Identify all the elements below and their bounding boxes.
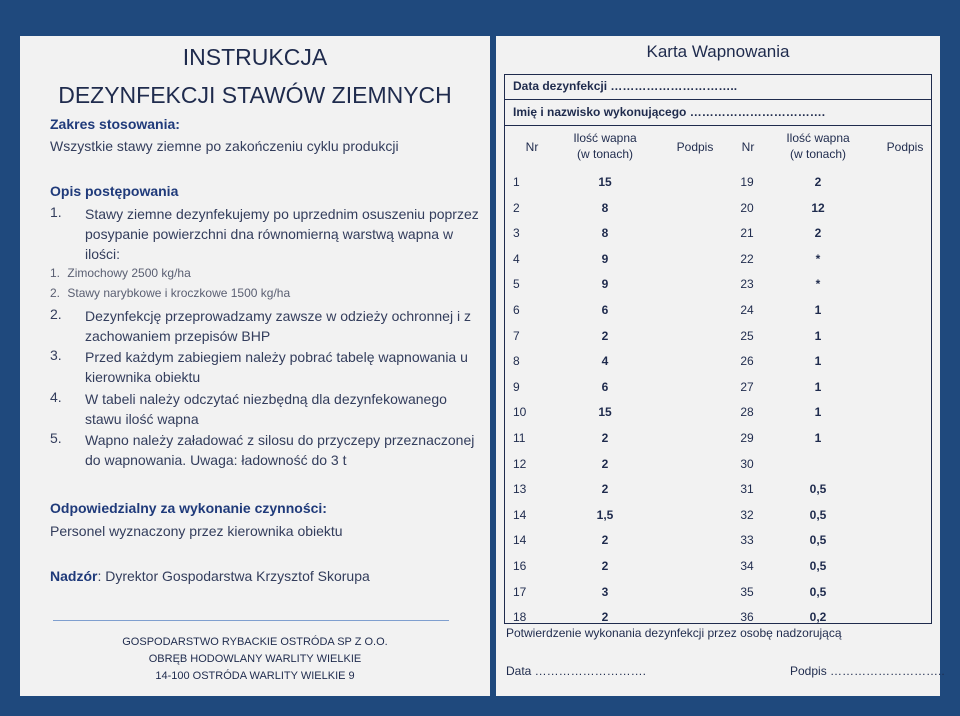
row-nr: 22 — [740, 251, 754, 266]
row-nr: 34 — [740, 559, 754, 573]
row-nr: 32 — [740, 507, 754, 522]
row-nr: 21 — [740, 226, 754, 241]
row-amount: 1 — [814, 431, 822, 445]
row-nr: 19 — [740, 175, 754, 189]
sub-item-1 — [50, 266, 191, 280]
header-amount-line1: Ilość wapna — [573, 131, 637, 145]
row-nr: 24 — [740, 303, 754, 317]
instruction-title-line1: INSTRUKCJA — [182, 44, 328, 70]
row-nr: 3 — [513, 226, 520, 241]
row-amount: 2 — [601, 431, 609, 445]
table-row — [505, 349, 931, 375]
row-nr: 31 — [740, 482, 754, 497]
header-nr-1: Nr — [525, 140, 539, 154]
row-nr: 10 — [513, 405, 527, 420]
row-nr: 12 — [513, 456, 527, 471]
header-signature-1: Podpis — [676, 140, 714, 154]
row-amount: 0,5 — [809, 482, 827, 497]
row-nr: 8 — [513, 354, 520, 369]
row-nr: 29 — [740, 431, 754, 445]
step-2 — [50, 306, 490, 346]
row-amount: 2 — [601, 482, 609, 497]
row-amount: 12 — [811, 200, 825, 215]
row-amount: 2 — [814, 175, 822, 189]
row-amount: 2 — [601, 456, 609, 471]
step-4 — [50, 389, 490, 429]
footer-unit: OBRĘB HODOWLANY WARLITY WIELKIE — [148, 653, 362, 665]
header-amount-1 — [555, 130, 655, 162]
table-row — [505, 528, 931, 554]
row-nr: 5 — [513, 277, 520, 292]
row-nr: 4 — [513, 251, 520, 266]
supervision-line — [50, 568, 370, 584]
row-amount: 0,5 — [809, 559, 827, 573]
row-amount: 1 — [814, 354, 822, 369]
table-row — [505, 503, 931, 529]
date-field-label[interactable]: Data dezynfekcji ………………………….. — [513, 79, 738, 93]
table-row — [505, 580, 931, 606]
row-amount: * — [815, 277, 821, 292]
table-row — [505, 196, 931, 222]
responsible-text: Personel wyznaczony przez kierownika obiektu — [50, 523, 343, 539]
table-row — [505, 554, 931, 580]
card-title: Karta Wapnowania — [646, 42, 790, 61]
step-5 — [50, 430, 490, 470]
header-amount-line2: (w tonach) — [576, 147, 634, 161]
row-nr: 1 — [513, 175, 520, 189]
table-row — [505, 272, 931, 298]
row-nr: 9 — [513, 379, 520, 394]
table-rule — [505, 125, 931, 126]
row-nr: 23 — [740, 277, 754, 292]
row-amount: 6 — [601, 379, 609, 394]
row-nr: 14 — [513, 507, 527, 522]
row-nr: 17 — [513, 584, 527, 599]
footer-address: 14-100 OSTRÓDA WARLITY WIELKIE 9 — [155, 670, 355, 682]
row-nr: 18 — [513, 610, 527, 625]
row-amount: * — [815, 251, 821, 266]
supervision-text: : Dyrektor Gospodarstwa Krzysztof Skorupa — [97, 568, 370, 584]
step-1 — [50, 204, 490, 266]
step-number: 3. — [50, 347, 62, 363]
row-amount: 9 — [601, 277, 609, 292]
step-text: Przed każdym zabiegiem należy pobrać tabelę wapnowania u kierownika obiektu — [85, 349, 468, 385]
sub-item-number: 1. — [50, 266, 61, 280]
table-row — [505, 324, 931, 350]
row-nr: 26 — [740, 354, 754, 369]
row-amount: 15 — [598, 175, 612, 189]
supervision-label: Nadzór — [50, 568, 98, 584]
row-amount: 8 — [601, 226, 609, 241]
row-amount: 0,5 — [809, 533, 827, 548]
step-text: Dezynfekcję przeprowadzamy zawsze w odzieży ochronnej i z zachowaniem przepisów BHP — [85, 308, 471, 344]
row-amount: 2 — [601, 533, 609, 548]
row-nr: 13 — [513, 482, 527, 497]
row-amount: 8 — [601, 200, 609, 215]
step-number: 5. — [50, 430, 62, 446]
step-text: Wapno należy załadować z silosu do przyczepy przeznaczonej do wapnowania. Uwaga: ładowność do 3 t — [85, 432, 475, 468]
step-text: W tabeli należy odczytać niezbędną dla dezynfekowanego stawu ilość wapna — [85, 391, 447, 427]
row-nr: 2 — [513, 200, 520, 215]
row-amount: 1 — [814, 328, 822, 343]
table-rule — [505, 99, 931, 100]
row-nr: 16 — [513, 559, 527, 573]
scope-text: Wszystkie stawy ziemne po zakończeniu cyklu produkcji — [50, 138, 399, 154]
row-amount: 0,5 — [809, 507, 827, 522]
table-row — [505, 400, 931, 426]
row-amount: 4 — [601, 354, 609, 369]
sub-item-text: Zimochowy 2500 kg/ha — [67, 266, 191, 280]
step-3 — [50, 347, 490, 387]
header-signature-2: Podpis — [886, 140, 924, 154]
table-row — [505, 247, 931, 273]
confirmation-text: Potwierdzenie wykonania dezynfekcji przez osobę nadzorującą — [506, 626, 842, 640]
row-nr: 7 — [513, 328, 520, 343]
scope-label: Zakres stosowania: — [50, 116, 180, 132]
table-row — [505, 477, 931, 503]
row-amount: 15 — [598, 405, 612, 420]
row-amount: 1 — [814, 379, 822, 394]
instruction-panel — [20, 36, 490, 696]
row-amount: 2 — [601, 328, 609, 343]
step-number: 2. — [50, 306, 62, 322]
table-row — [505, 170, 931, 196]
row-amount: 3 — [601, 584, 609, 599]
step-number: 4. — [50, 389, 62, 405]
row-nr: 11 — [513, 431, 526, 445]
footer-company: GOSPODARSTWO RYBACKIE OSTRÓDA SP Z O.O. — [122, 636, 388, 648]
row-nr: 6 — [513, 303, 520, 317]
row-nr: 36 — [740, 610, 754, 625]
table-row — [505, 426, 931, 452]
row-amount: 0,5 — [809, 584, 827, 599]
confirmation-signature-field[interactable]: Podpis ……………………….. — [790, 664, 945, 678]
sub-item-number: 2. — [50, 286, 61, 300]
row-amount: 2 — [814, 226, 822, 241]
procedure-label: Opis postępowania — [50, 183, 179, 199]
confirmation-date-field[interactable]: Data ………………………. — [506, 664, 647, 678]
row-nr: 33 — [740, 533, 754, 548]
header-amount-line2: (w tonach) — [789, 147, 847, 161]
responsible-label: Odpowiedzialny za wykonanie czynności: — [50, 500, 327, 516]
instruction-title-line2: DEZYNFEKCJI STAWÓW ZIEMNYCH — [58, 82, 452, 108]
row-nr: 35 — [740, 584, 754, 599]
liming-table — [504, 74, 932, 624]
footer-divider — [53, 620, 449, 621]
header-amount-line1: Ilość wapna — [786, 131, 850, 145]
table-row — [505, 221, 931, 247]
header-nr-2: Nr — [741, 140, 755, 154]
liming-card-panel — [496, 36, 945, 696]
step-text: Stawy ziemne dezynfekujemy po uprzednim osuszeniu poprzez posypanie powierzchni dna równomierną warstwą wapna w ilości: — [85, 206, 479, 262]
row-nr: 27 — [740, 379, 754, 394]
row-amount: 6 — [601, 303, 609, 317]
row-amount: 2 — [601, 610, 609, 625]
step-number: 1. — [50, 204, 62, 220]
row-nr: 28 — [740, 405, 754, 420]
row-nr: 20 — [740, 200, 754, 215]
row-amount: 9 — [601, 251, 609, 266]
row-nr: 14 — [513, 533, 527, 548]
row-amount: 1 — [814, 303, 822, 317]
row-amount: 1,5 — [596, 507, 614, 522]
header-amount-2 — [768, 130, 868, 162]
person-field-label[interactable]: Imię i nazwisko wykonującego ……………………………. — [513, 105, 826, 119]
row-amount: 1 — [814, 405, 822, 420]
sub-item-text: Stawy narybkowe i kroczkowe 1500 kg/ha — [67, 286, 291, 300]
sub-item-2 — [50, 286, 290, 300]
table-row — [505, 375, 931, 401]
row-amount: 0,2 — [809, 610, 827, 625]
table-row — [505, 298, 931, 324]
row-amount: 2 — [601, 559, 609, 573]
table-row — [505, 452, 931, 478]
row-nr: 25 — [740, 328, 754, 343]
row-nr: 30 — [740, 456, 754, 471]
